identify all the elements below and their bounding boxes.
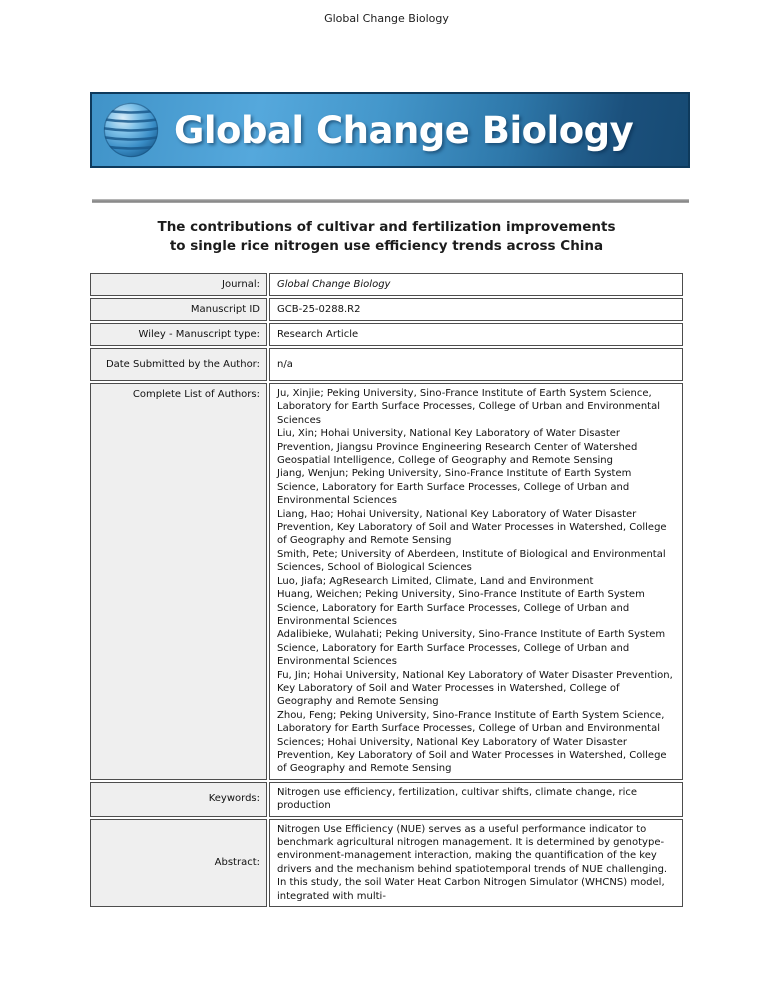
manuscript-title <box>0 218 773 256</box>
keywords-value: Nitrogen use efficiency, fertilization, cultivar shifts, climate change, rice production <box>269 782 683 817</box>
globe-icon <box>102 101 160 159</box>
table-row-manuscript-type <box>90 323 683 346</box>
manuscript-title-line1: The contributions of cultivar and fertilization improvements <box>157 219 616 235</box>
author-entry: Liang, Hao; Hohai University, National Key Laboratory of Water Disaster Prevention, Key Laboratory of Soil and Water Processes in Watershed, College of Geography and Remote Sensing <box>277 508 670 547</box>
manuscript-type-label: Wiley - Manuscript type: <box>90 323 267 346</box>
banner-logo-text: Global Change Biology <box>174 108 634 152</box>
table-row-date-submitted <box>90 348 683 381</box>
keywords-label: Keywords: <box>90 782 267 817</box>
table-row-abstract <box>90 819 683 907</box>
journal-value: Global Change Biology <box>269 273 683 296</box>
author-entry: Smith, Pete; University of Aberdeen, Institute of Biological and Environmental Sciences, School of Biological Sciences <box>277 548 669 574</box>
author-entry: Liu, Xin; Hohai University, National Key Laboratory of Water Disaster Prevention, Jiangsu Province Engineering Research Center of Watershed Geospatial Intelligence, College of Geography and Remote Sensing <box>277 428 641 467</box>
date-submitted-value: n/a <box>269 348 683 381</box>
table-row-authors <box>90 383 683 780</box>
author-entry: Huang, Weichen; Peking University, Sino-France Institute of Earth System Science, Laboratory for Earth Surface Processes, College of Urban and Environmental Sciences <box>277 589 648 627</box>
manuscript-title-line2: to single rice nitrogen use efficiency trends across China <box>169 238 604 254</box>
table-row-keywords <box>90 782 683 817</box>
header-rule <box>92 199 689 203</box>
manuscript-type-value: Research Article <box>269 323 683 346</box>
authors-label: Complete List of Authors: <box>90 383 267 780</box>
abstract-value: Nitrogen Use Efficiency (NUE) serves as a useful performance indicator to benchmark agricultural nitrogen management. It is determined by genotype-environment-management interaction, making the quantification of the key drivers and the mechanism behind spatiotemporal trends of NUE challenging. In this study, the soil Water Heat Carbon Nitrogen Simulator (WHCNS) model, integrated with multi- <box>269 819 683 907</box>
author-entry: Fu, Jin; Hohai University, National Key Laboratory of Water Disaster Prevention, Key Laboratory of Soil and Water Processes in Watershed, College of Geography and Remote Sensing <box>277 669 676 708</box>
abstract-label: Abstract: <box>90 819 267 907</box>
author-entry: Zhou, Feng; Peking University, Sino-France Institute of Earth System Science, Laboratory for Earth Surface Processes, College of Urban and Environmental Sciences; Hohai University, National Key Laboratory of Water Disaster Prevention, Key Laboratory of Soil and Water Processes in Watershed, College of Geography and Remote Sensing <box>277 709 670 775</box>
author-entry: Ju, Xinjie; Peking University, Sino-France Institute of Earth System Science, Laboratory for Earth Surface Processes, College of Urban and Environmental Sciences <box>277 388 664 426</box>
table-row-manuscript-id <box>90 298 683 321</box>
author-entry: Adalibieke, Wulahati; Peking University, Sino-France Institute of Earth System Science, Laboratory for Earth Surface Processes, College of Urban and Environmental Sciences <box>277 629 669 668</box>
journal-banner <box>90 92 690 168</box>
date-submitted-label: Date Submitted by the Author: <box>90 348 267 381</box>
manuscript-id-label: Manuscript ID <box>90 298 267 321</box>
author-entry: Jiang, Wenjun; Peking University, Sino-France Institute of Earth System Science, Laboratory for Earth Surface Processes, College of Urban and Environmental Sciences <box>277 468 635 507</box>
authors-value <box>269 383 683 780</box>
table-row-journal <box>90 273 683 296</box>
manuscript-info-table <box>90 273 683 909</box>
manuscript-id-value: GCB-25-0288.R2 <box>269 298 683 321</box>
journal-label: Journal: <box>90 273 267 296</box>
running-head: Global Change Biology <box>324 12 449 25</box>
author-entry: Luo, Jiafa; AgResearch Limited, Climate, Land and Environment <box>277 575 594 587</box>
